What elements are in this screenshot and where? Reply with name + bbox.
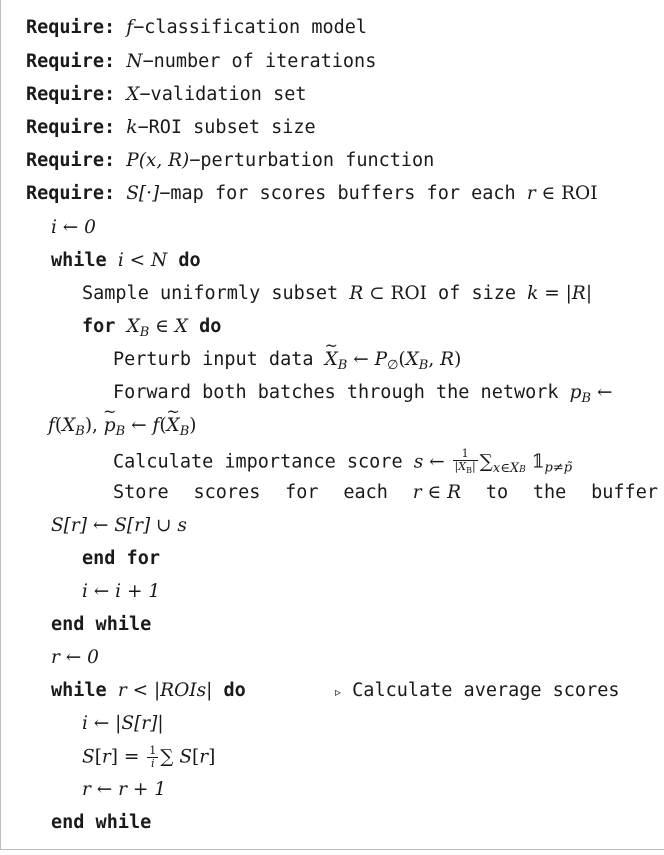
forward-line: Forward both batches through the network $p_B$ ← <box>113 382 613 406</box>
store-scores-line: Store scores for each r ∈ R to the buffer <box>113 482 658 503</box>
set-i-line: i ← |S[r]| <box>82 713 164 734</box>
average-line: S[r] = $\frac{1}{i}$ ∑ S[r] <box>82 744 216 770</box>
increment-r-line: r ← r + 1 <box>82 779 166 800</box>
init-i-line: i ← 0 <box>51 217 96 238</box>
require-line-model: Require: f−classification model <box>26 17 368 38</box>
sample-subset-line: Sample uniformly subset R ⊂ ROI of size k = |R| <box>82 283 593 304</box>
while-iterations-line: while i < N do <box>51 250 201 271</box>
require-line-iterations: Require: N−number of iterations <box>26 51 377 72</box>
end-while-line-1: end while <box>51 614 152 635</box>
require-line-scores-map: Require: S[·]−map for scores buffers for each r ∈ ROI <box>26 183 598 204</box>
for-batch-line: for $X_B$ ∈ X do <box>82 316 222 340</box>
require-line-perturbation: Require: P(x, R)−perturbation function <box>26 150 435 171</box>
while-rois-line: while r < |ROIs| do <box>51 680 246 701</box>
perturb-line: Perturb input data ~ $X_B$ ← $P_\emptyset(X_B$, R) <box>113 348 461 372</box>
require-line-subset-size: Require: k−ROI subset size <box>26 117 316 138</box>
calc-importance-line: Calculate importance score s ← $\frac{1}{|X_B|}$ $\sum_{x\in XB}$ $𝟙_{p\ne p̃}$ <box>113 447 573 476</box>
end-while-line-2: end while <box>51 812 152 833</box>
require-line-validation: Require: X−validation set <box>26 84 307 105</box>
comment-triangle-icon: ▹ <box>335 685 342 699</box>
union-line: S[r] ← S[r] ∪ s <box>51 515 187 536</box>
end-for-line: end for <box>82 548 160 569</box>
average-scores-comment: ▹ Calculate average scores <box>335 680 620 701</box>
increment-i-line: i ← i + 1 <box>82 581 161 602</box>
forward-line-continued: $f(X_B)$, ~ $p_B$ ← f(~ $X_B$) <box>48 414 197 438</box>
init-r-line: r ← 0 <box>51 647 99 668</box>
